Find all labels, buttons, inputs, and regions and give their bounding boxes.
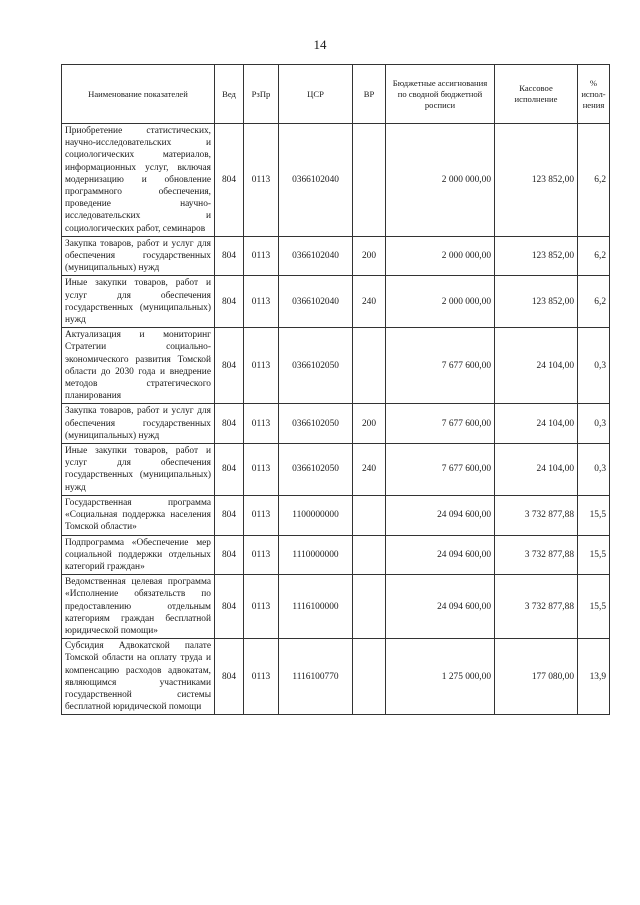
table-row xyxy=(62,328,610,404)
row-ved: 804 xyxy=(215,124,244,237)
row-budget: 2 000 000,00 xyxy=(386,124,495,237)
table-row xyxy=(62,495,610,535)
table-row xyxy=(62,444,610,496)
row-ved: 804 xyxy=(215,276,244,328)
row-budget: 7 677 600,00 xyxy=(386,444,495,496)
row-rzpr: 0113 xyxy=(244,639,279,715)
row-csr: 1100000000 xyxy=(279,495,353,535)
row-csr: 1110000000 xyxy=(279,535,353,575)
row-name: Субсидия Адвокатской палате Томской области на оплату труда и компенсацию расходов адвокатам, являющимся участниками государственной системы бесплатной юридической помощи xyxy=(62,639,215,715)
table-row xyxy=(62,535,610,575)
row-cash: 24 104,00 xyxy=(495,404,578,444)
row-name: Ведомственная целевая программа «Исполнение обязательств по предоставлению отдельным категориям граждан бесплатной юридической помощи» xyxy=(62,575,215,639)
row-name: Иные закупки товаров, работ и услуг для обеспечения государственных (муниципальных) нужд xyxy=(62,276,215,328)
row-csr: 0366102050 xyxy=(279,404,353,444)
row-ved: 804 xyxy=(215,495,244,535)
row-rzpr: 0113 xyxy=(244,535,279,575)
row-budget: 7 677 600,00 xyxy=(386,404,495,444)
row-cash: 24 104,00 xyxy=(495,328,578,404)
table-row xyxy=(62,124,610,237)
row-ved: 804 xyxy=(215,639,244,715)
row-csr: 1116100000 xyxy=(279,575,353,639)
row-budget: 24 094 600,00 xyxy=(386,535,495,575)
row-percent: 0,3 xyxy=(578,444,610,496)
header-ved: Вед xyxy=(215,65,244,124)
row-percent: 6,2 xyxy=(578,124,610,237)
row-name: Государственная программа «Социальная поддержка населения Томской области» xyxy=(62,495,215,535)
row-budget: 2 000 000,00 xyxy=(386,276,495,328)
row-vr xyxy=(353,575,386,639)
row-csr: 0366102040 xyxy=(279,124,353,237)
row-budget: 24 094 600,00 xyxy=(386,575,495,639)
row-csr: 1116100770 xyxy=(279,639,353,715)
row-vr: 200 xyxy=(353,236,386,276)
row-cash: 177 080,00 xyxy=(495,639,578,715)
row-name: Подпрограмма «Обеспечение мер социальной поддержки отдельных категорий граждан» xyxy=(62,535,215,575)
row-cash: 24 104,00 xyxy=(495,444,578,496)
row-vr xyxy=(353,124,386,237)
row-csr: 0366102050 xyxy=(279,328,353,404)
row-vr: 240 xyxy=(353,276,386,328)
row-percent: 15,5 xyxy=(578,495,610,535)
header-cash: Кассовое исполнение xyxy=(495,65,578,124)
row-vr: 200 xyxy=(353,404,386,444)
row-name: Актуализация и мониторинг Стратегии социально-экономического развития Томской области до 2030 года и внедрение методов стратегического планирования xyxy=(62,328,215,404)
row-cash: 123 852,00 xyxy=(495,236,578,276)
header-csr: ЦСР xyxy=(279,65,353,124)
row-csr: 0366102040 xyxy=(279,236,353,276)
row-name: Закупка товаров, работ и услуг для обеспечения государственных (муниципальных) нужд xyxy=(62,404,215,444)
table-row xyxy=(62,404,610,444)
row-vr: 240 xyxy=(353,444,386,496)
row-cash: 3 732 877,88 xyxy=(495,495,578,535)
row-budget: 1 275 000,00 xyxy=(386,639,495,715)
row-ved: 804 xyxy=(215,328,244,404)
header-rzpr: РзПр xyxy=(244,65,279,124)
row-vr xyxy=(353,535,386,575)
row-budget: 2 000 000,00 xyxy=(386,236,495,276)
table-row xyxy=(62,276,610,328)
row-percent: 13,9 xyxy=(578,639,610,715)
row-ved: 804 xyxy=(215,444,244,496)
row-rzpr: 0113 xyxy=(244,328,279,404)
header-percent: % испол-нения xyxy=(578,65,610,124)
row-rzpr: 0113 xyxy=(244,575,279,639)
row-percent: 15,5 xyxy=(578,535,610,575)
row-budget: 24 094 600,00 xyxy=(386,495,495,535)
header-budget: Бюджетные ассигнования по сводной бюджетной росписи xyxy=(386,65,495,124)
row-percent: 15,5 xyxy=(578,575,610,639)
row-name: Иные закупки товаров, работ и услуг для обеспечения государственных (муниципальных) нужд xyxy=(62,444,215,496)
row-name: Приобретение статистических, научно-исследовательских и социологических материалов, информационных услуг, включая модернизацию и обновление программного обеспечения, проведение научно-исследовательских и социологических работ, семинаров xyxy=(62,124,215,237)
table-row xyxy=(62,236,610,276)
row-percent: 0,3 xyxy=(578,404,610,444)
row-ved: 804 xyxy=(215,575,244,639)
row-rzpr: 0113 xyxy=(244,404,279,444)
row-percent: 6,2 xyxy=(578,276,610,328)
row-rzpr: 0113 xyxy=(244,276,279,328)
row-cash: 3 732 877,88 xyxy=(495,535,578,575)
row-vr xyxy=(353,328,386,404)
row-csr: 0366102040 xyxy=(279,276,353,328)
row-rzpr: 0113 xyxy=(244,124,279,237)
row-ved: 804 xyxy=(215,535,244,575)
row-vr xyxy=(353,639,386,715)
row-vr xyxy=(353,495,386,535)
header-vr: ВР xyxy=(353,65,386,124)
row-csr: 0366102050 xyxy=(279,444,353,496)
row-name: Закупка товаров, работ и услуг для обеспечения государственных (муниципальных) нужд xyxy=(62,236,215,276)
table-row xyxy=(62,639,610,715)
row-cash: 123 852,00 xyxy=(495,124,578,237)
header-name: Наименование показателей xyxy=(62,65,215,124)
table-row xyxy=(62,575,610,639)
row-ved: 804 xyxy=(215,404,244,444)
page-number: 14 xyxy=(313,37,327,52)
row-rzpr: 0113 xyxy=(244,236,279,276)
row-percent: 6,2 xyxy=(578,236,610,276)
row-ved: 804 xyxy=(215,236,244,276)
table-header-row xyxy=(62,65,610,124)
row-budget: 7 677 600,00 xyxy=(386,328,495,404)
row-percent: 0,3 xyxy=(578,328,610,404)
row-cash: 3 732 877,88 xyxy=(495,575,578,639)
row-rzpr: 0113 xyxy=(244,495,279,535)
row-cash: 123 852,00 xyxy=(495,276,578,328)
budget-table xyxy=(61,64,610,715)
row-rzpr: 0113 xyxy=(244,444,279,496)
